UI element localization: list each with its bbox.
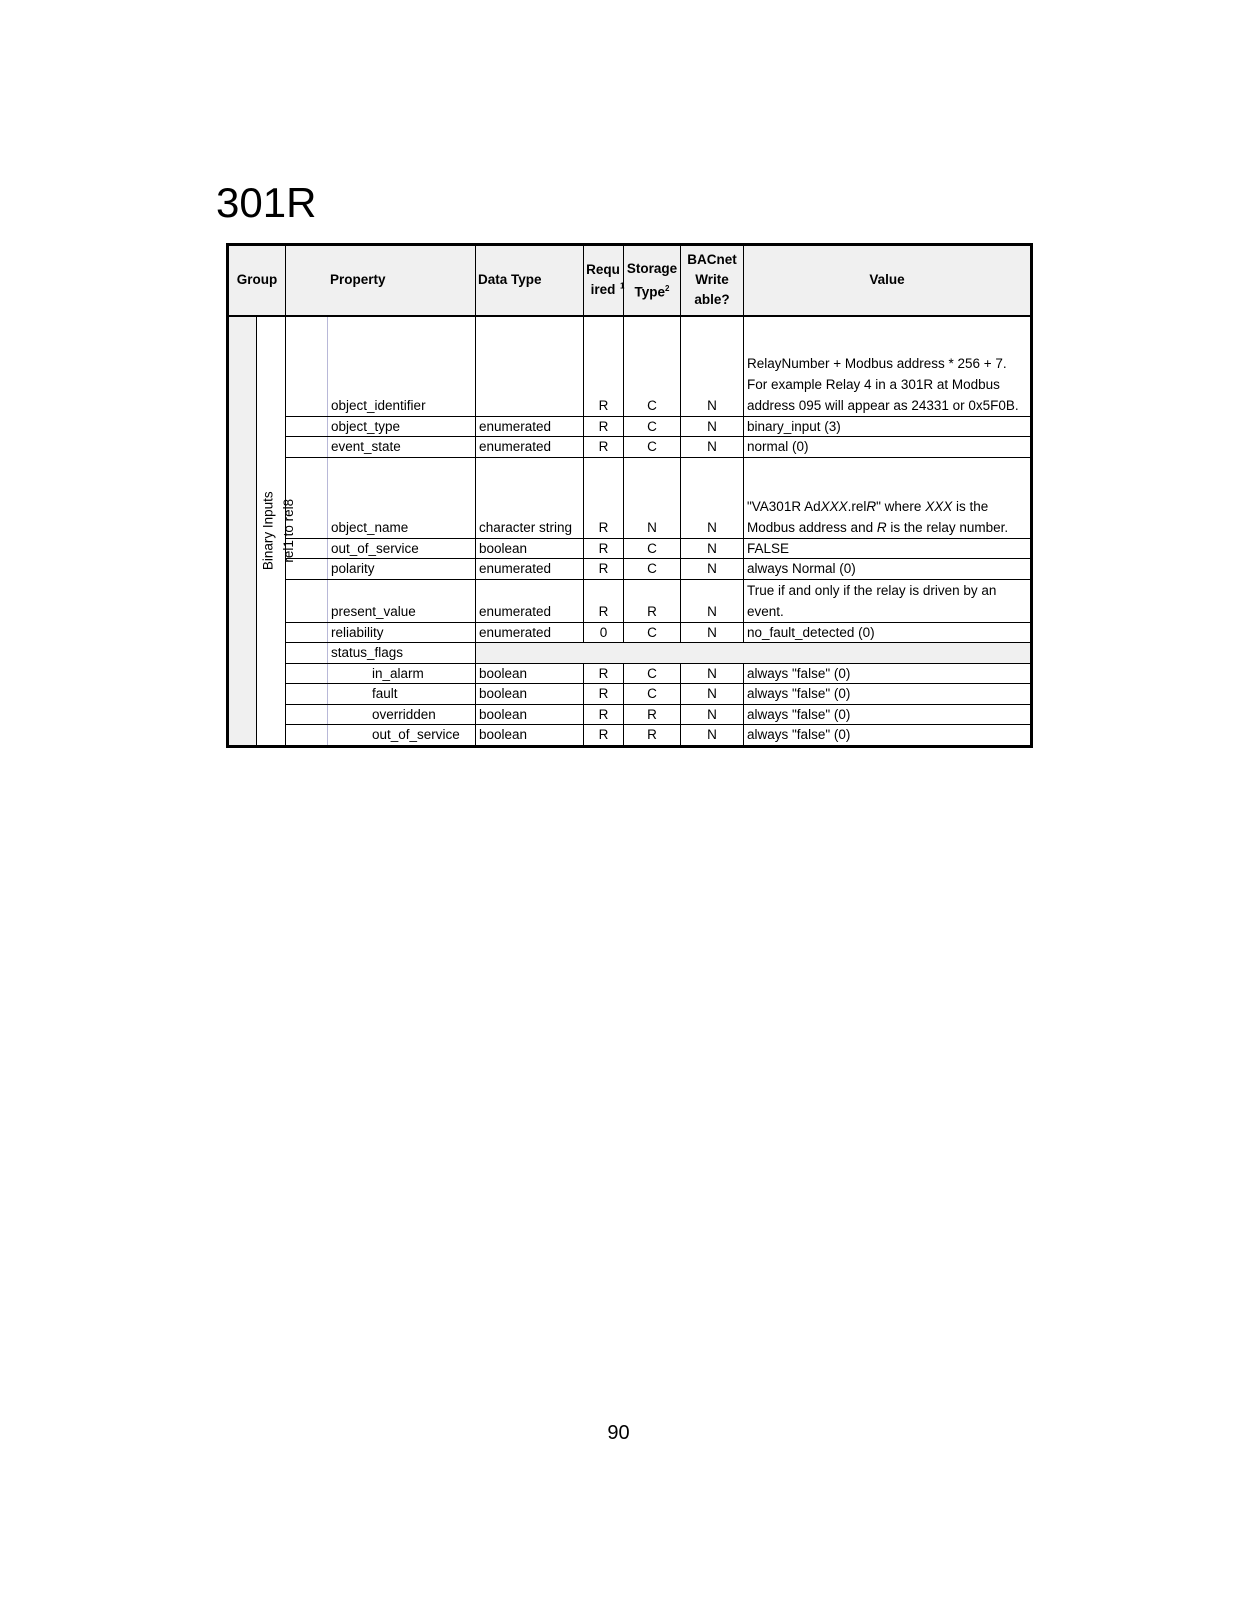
property-indent [286,622,328,643]
data-type-cell: enumerated [476,416,584,437]
required-cell: R [584,316,624,417]
property-indent [286,725,328,746]
writable-cell: N [681,622,744,643]
property-cell: polarity [328,559,476,580]
header-storage-label: Storage Type [626,260,678,299]
header-group: Group [229,246,286,316]
writable-cell: N [681,416,744,437]
storage-cell: C [624,559,681,580]
property-cell: in_alarm [328,663,476,684]
table-row [229,457,1031,538]
value-text: is the Modbus address and [747,498,989,535]
value-cell: always "false" (0) [744,725,1031,746]
data-type-cell: boolean [476,684,584,705]
table-row [229,416,1031,437]
header-required-label: Requ ired [586,262,620,298]
property-indent [286,579,328,622]
data-type-cell: enumerated [476,559,584,580]
header-value: Value [744,246,1031,316]
value-cell: FALSE [744,538,1031,559]
storage-cell: N [624,457,681,538]
property-cell: object_identifier [328,316,476,417]
value-cell: always "false" (0) [744,704,1031,725]
header-storage [624,246,681,316]
value-italic: XXX [820,498,848,514]
value-italic: R [876,519,887,535]
property-cell: out_of_service [328,725,476,746]
page-title: 301R [216,179,317,226]
table-row [229,704,1031,725]
writable-cell: N [681,663,744,684]
value-cell: always "false" (0) [744,684,1031,705]
value-text: is the relay number. [886,519,1009,535]
writable-cell: N [681,316,744,417]
table-row [229,437,1031,458]
property-cell: out_of_service [328,538,476,559]
required-cell: R [584,457,624,538]
table-header-row [229,246,1031,316]
table-row [229,663,1031,684]
value-cell: normal (0) [744,437,1031,458]
writable-cell: N [681,579,744,622]
value-cell: always "false" (0) [744,663,1031,684]
property-indent [286,316,328,417]
storage-cell: C [624,663,681,684]
required-cell: R [584,663,624,684]
value-cell [744,457,1031,538]
value-cell: always Normal (0) [744,559,1031,580]
storage-cell: C [624,538,681,559]
table-row [229,559,1031,580]
value-italic: XXX [925,498,953,514]
required-cell: R [584,437,624,458]
property-indent [286,684,328,705]
required-cell: R [584,538,624,559]
value-italic: R [866,498,877,514]
writable-cell: N [681,704,744,725]
writable-cell: N [681,457,744,538]
data-type-cell [476,316,584,417]
value-cell: binary_input (3) [744,416,1031,437]
property-cell: present_value [328,579,476,622]
data-type-cell: boolean [476,704,584,725]
table-row [229,579,1031,622]
table-row [229,643,1031,664]
writable-cell: N [681,684,744,705]
data-type-cell: enumerated [476,437,584,458]
group-binary-inputs [229,316,276,746]
group-outer-label: Binary Inputs [260,491,276,570]
property-cell: fault [328,684,476,705]
value-cell: True if and only if the relay is driven by an event. [744,579,1031,622]
required-cell: 0 [584,622,624,643]
property-cell: object_type [328,416,476,437]
property-indent [286,643,328,664]
property-indent [286,437,328,458]
table-row [229,725,1031,746]
data-type-cell: boolean [476,663,584,684]
data-type-cell: boolean [476,538,584,559]
property-indent [286,704,328,725]
storage-cell: C [624,684,681,705]
required-cell: R [584,704,624,725]
writable-cell: N [681,437,744,458]
table-row [229,684,1031,705]
property-indent [286,663,328,684]
writable-cell: N [681,538,744,559]
data-type-cell: enumerated [476,622,584,643]
header-required-footnote: 1 [620,281,625,291]
required-cell: R [584,559,624,580]
value-text: " where [876,498,926,514]
header-storage-footnote: 2 [665,283,670,293]
property-cell: status_flags [328,643,476,664]
required-cell: R [584,725,624,746]
header-required [584,246,624,316]
data-type-cell: character string [476,457,584,538]
status-flags-filler [476,643,1031,664]
required-cell: R [584,416,624,437]
value-text: "VA301R Ad [747,498,821,514]
header-property: Property [286,246,476,316]
value-cell: no_fault_detected (0) [744,622,1031,643]
page-number: 90 [607,1422,630,1444]
bacnet-property-table [228,245,1031,746]
writable-cell: N [681,559,744,580]
storage-cell: R [624,725,681,746]
table-row [229,316,1031,417]
value-text: .rel [847,498,867,514]
storage-cell: C [624,416,681,437]
property-cell: event_state [328,437,476,458]
header-writable: BACnet Write able? [681,246,744,316]
header-data-type: Data Type [476,246,584,316]
storage-cell: C [624,437,681,458]
table-row [229,538,1031,559]
property-indent [286,416,328,437]
property-cell: object_name [328,457,476,538]
data-type-cell: enumerated [476,579,584,622]
required-cell: R [584,684,624,705]
storage-cell: R [624,579,681,622]
property-cell: reliability [328,622,476,643]
storage-cell: R [624,704,681,725]
storage-cell: C [624,622,681,643]
required-cell: R [584,579,624,622]
value-cell: RelayNumber + Modbus address * 256 + 7. For example Relay 4 in a 301R at Modbus address 095 will appear as 24331 or 0x5F0B. [744,316,1031,417]
property-cell: overridden [328,704,476,725]
writable-cell: N [681,725,744,746]
group-inner-label: rel1 to rel8 [281,498,297,563]
table-row [229,622,1031,643]
data-type-cell: boolean [476,725,584,746]
storage-cell: C [624,316,681,417]
